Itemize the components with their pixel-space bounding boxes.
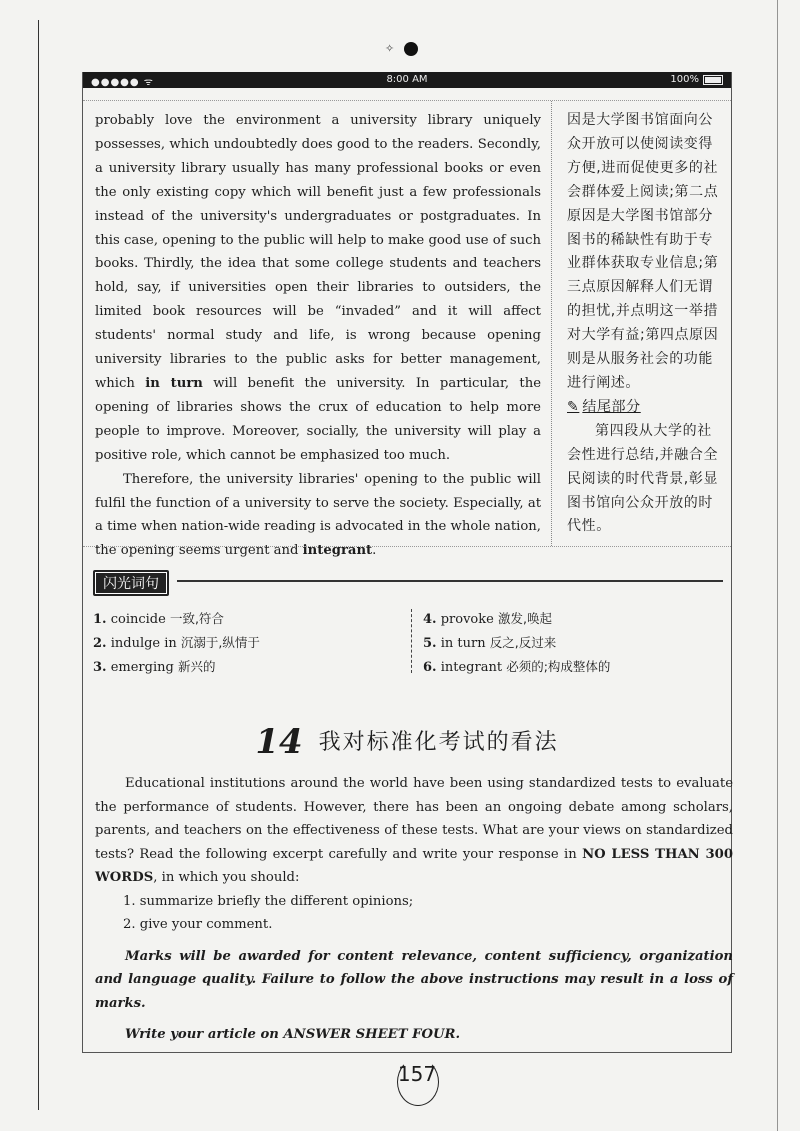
vocab-item: 1. coincide 一致,符合 <box>93 611 224 627</box>
vocab-title: 闪光词句 <box>93 570 169 596</box>
binding-line-left <box>38 20 39 1110</box>
english-paragraph-1: probably love the environment a university library uniquely possesses, which undoubtedly does good to the readers. Secondly, a university library usually has many professional books or even the only existing copy which will benefit just a few professionals instead of the university's undergraduates or postgraduates. In this case, opening to the public will help to make good use of such books. Thirdly, the idea that some college students and teachers hold, say, if universities open their libraries to outsiders, the limited book resources will be “invaded” and it will affect students' normal study and life, is wrong because opening university libraries to the public asks for better management, which in turn will benefit the university. In particular, the opening of libraries shows the crux of education to help more people to improve. Moreover, socially, the university will play a positive role, which cannot be emphasized too much. <box>95 113 542 463</box>
top-ornament: ✧ <box>385 42 395 55</box>
vocab-separator <box>411 609 412 673</box>
binding-line-right <box>777 0 778 1131</box>
chinese-notes-column <box>567 109 725 539</box>
vocab-item: 5. in turn 反之,反过来 <box>423 635 557 651</box>
pen-icon: ✎ <box>567 398 580 415</box>
prompt-item-1: 1. summarize briefly the different opinions; <box>123 893 414 909</box>
vocab-column-right <box>423 607 723 679</box>
prompt-intro: Educational institutions around the world have been using standardized tests to evaluate the performance of students. However, there has been an ongoing debate among scholars, parents, and teachers on the effectiveness of these tests. What are your views on standardized tests? Read the following excerpt carefully and write your response in NO LESS THAN 300 WORDS, in which you should: <box>95 776 733 885</box>
vocab-item: 6. integrant 必须的;构成整体的 <box>423 659 611 675</box>
section-title <box>83 722 731 762</box>
prompt-item-2: 2. give your comment. <box>123 917 273 932</box>
highlight-in-turn: in turn <box>145 375 203 391</box>
vocab-item: 3. emerging 新兴的 <box>93 659 216 675</box>
english-column <box>95 109 541 563</box>
battery-indicator <box>670 74 723 85</box>
signal-icon: ●●●●● ᯤ <box>91 77 154 88</box>
battery-percent: 100% <box>670 74 699 85</box>
column-divider <box>551 101 552 546</box>
conclusion-heading: ✎ 结尾部分 <box>567 396 725 420</box>
section-number: 14 <box>255 722 303 762</box>
word-limit: NO LESS THAN 300 WORDS <box>95 846 733 885</box>
book-page <box>82 72 732 1053</box>
vocab-section-header <box>93 570 723 592</box>
essay-body <box>83 100 731 559</box>
essay-prompt <box>95 772 733 1047</box>
chinese-note-1: 因是大学图书馆面向公众开放可以使阅读变得方便,进而促使更多的社会群体爱上阅读;第二点原因是大学图书馆部分图书的稀缺性有助于专业群体获取专业信息;第三点原因解释人们无谓的担忧,并点明这一举措对大学有益;第四点原因则是从服务社会的功能进行阐述。 <box>567 112 719 391</box>
vocab-item: 4. provoke 激发,唤起 <box>423 611 552 627</box>
page-number: 157 <box>397 1062 437 1086</box>
vocab-item: 2. indulge in 沉溺于,纵情于 <box>93 635 260 651</box>
section-heading: 我对标准化考试的看法 <box>318 730 559 755</box>
battery-icon <box>703 75 723 85</box>
marks-note: Marks will be awarded for content relevance, content sufficiency, organization and language quality. Failure to follow the above instructions may result in a loss of marks. <box>95 948 733 1011</box>
top-dot-icon <box>404 42 418 56</box>
chinese-note-2: 第四段从大学的社会性进行总结,并融合全民阅读的时代背景,彰显图书馆向公众开放的时代性。 <box>567 422 719 535</box>
status-bar <box>83 72 731 88</box>
status-time: 8:00 AM <box>386 74 428 85</box>
english-paragraph-2: Therefore, the university libraries' opening to the public will fulfil the function of a university to serve the society. Especially, at a time when nation-wide reading is advocated in the whole nation, the opening seems urgent and integrant. <box>95 471 541 559</box>
highlight-integrant: integrant <box>302 543 373 559</box>
answer-sheet-note: Write your article on ANSWER SHEET FOUR. <box>125 1027 461 1042</box>
vocab-rule <box>177 580 723 582</box>
vocab-column-left <box>93 607 393 679</box>
